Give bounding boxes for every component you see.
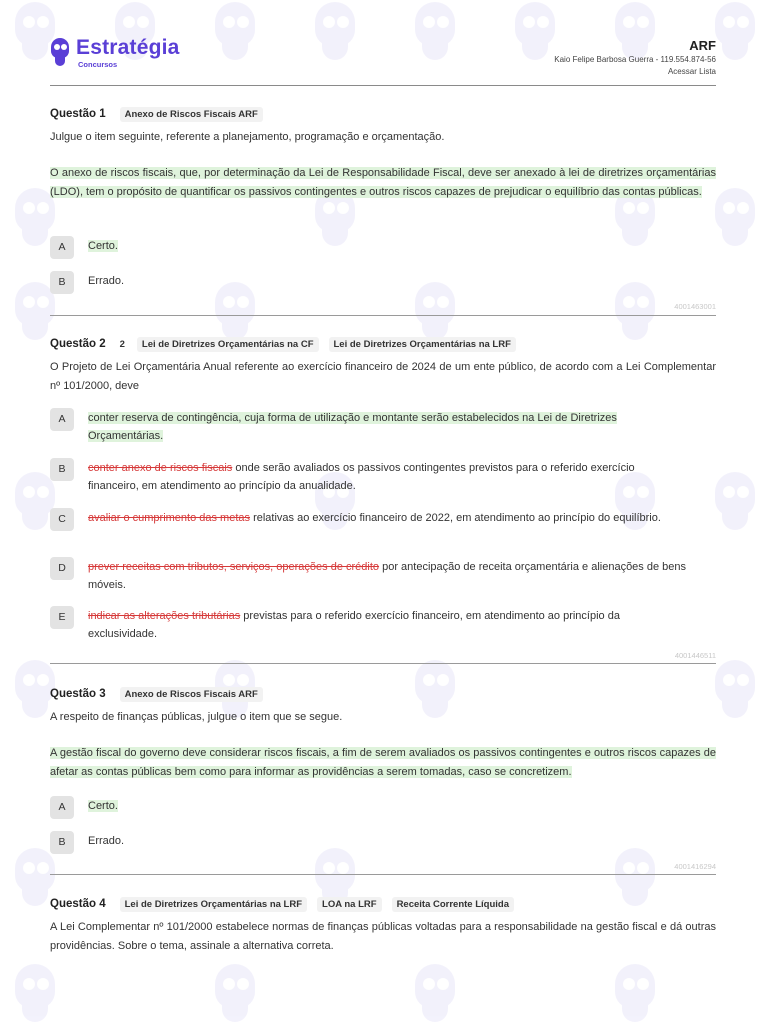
question-prompt: O Projeto de Lei Orçamentária Anual referente ao exercício financeiro de 2024 de um ente público, de acordo com a Lei Complementar nº 101/2000, deve <box>50 361 716 392</box>
question-card <box>50 684 716 888</box>
topic-tag[interactable]: Anexo de Riscos Fiscais ARF <box>120 107 263 122</box>
question-label: Questão 1 <box>50 108 106 120</box>
list-title: ARF <box>689 38 716 53</box>
page-header <box>50 36 716 86</box>
option-text: conter reserva de contingência, cuja forma de utilização e montante serão estabelecidos na Lei de Diretrizes Orçamentárias. <box>88 412 617 442</box>
statement-highlight: A gestão fiscal do governo deve considerar riscos fiscais, a fim de serem avaliados os passivos contingentes e outros riscos capazes de afetar as contas públicas bem como para informar as providências a serem tomadas, caso se concretizem. <box>50 747 716 778</box>
option-text: prever receitas com tributos, serviços, operações de crédito por antecipação de receita orçamentária e alienações de bens móveis. <box>88 561 687 591</box>
question-card <box>50 894 716 964</box>
strikethrough-text: prever receitas com tributos, serviços, operações de crédito <box>88 561 380 573</box>
question-id: 4001416294 <box>674 862 716 871</box>
divider <box>50 663 716 664</box>
option-letter[interactable]: A <box>50 236 74 259</box>
option-text: avaliar o cumprimento das metas relativas ao exercício financeiro de 2022, em atendimento ao princípio do equilíbrio. <box>88 512 661 524</box>
access-list-link[interactable]: Acessar Lista <box>667 67 716 76</box>
question-statement <box>50 164 716 202</box>
question-statement <box>50 744 716 782</box>
topic-tag[interactable]: Lei de Diretrizes Orçamentárias na CF <box>137 337 319 352</box>
owl-logo-icon <box>50 36 70 68</box>
divider <box>50 874 716 875</box>
question-header <box>50 894 716 914</box>
topic-tag[interactable]: Lei de Diretrizes Orçamentárias na LRF <box>329 337 516 352</box>
option-text: conter anexo de riscos fiscais onde serão avaliados os passivos contingentes previstos para o referido exercício financeiro, em atendimento ao princípio da anualidade. <box>88 462 635 492</box>
option-text: Errado. <box>88 275 125 287</box>
statement-highlight: O anexo de riscos fiscais, que, por determinação da Lei de Responsabilidade Fiscal, deve ser anexado à lei de diretrizes orçamentárias (LDO), tem o propósito de quantificar os passivos contingentes e outros riscos capazes de prejudicar o equilíbrio das contas públicas. <box>50 167 716 198</box>
option-text: Certo. <box>88 800 118 812</box>
question-id: 4001446511 <box>674 651 716 660</box>
question-label: Questão 4 <box>50 898 106 910</box>
option-letter[interactable]: B <box>50 831 74 854</box>
brand-subtitle: Concursos <box>78 60 118 69</box>
brand-name: Estratégia <box>76 36 180 59</box>
question-prompt: A Lei Complementar nº 101/2000 estabelece normas de finanças públicas voltadas para a responsabilidade na gestão fiscal e dá outras providências. Sobre o tema, assinale a alternativa correta. <box>50 921 716 952</box>
option-text: Errado. <box>88 835 125 847</box>
user-info: Kaio Felipe Barbosa Guerra - 119.554.874-56 <box>554 55 716 64</box>
topic-tag[interactable]: Anexo de Riscos Fiscais ARF <box>120 687 263 702</box>
option-text: Certo. <box>88 240 118 252</box>
option-letter[interactable]: E <box>50 606 74 629</box>
brand-logo <box>50 36 180 72</box>
question-header <box>50 104 716 124</box>
question-card <box>50 334 716 668</box>
strikethrough-text: indicar as alterações tributárias <box>88 610 241 622</box>
topic-tag[interactable]: LOA na LRF <box>317 897 382 912</box>
question-prompt: A respeito de finanças públicas, julgue o item que se segue. <box>50 711 343 723</box>
question-label: Questão 2 <box>50 338 106 350</box>
header-info <box>554 38 716 78</box>
question-header <box>50 684 716 704</box>
strikethrough-text: avaliar o cumprimento das metas <box>88 512 251 524</box>
question-card <box>50 104 716 326</box>
question-count: 2 <box>119 338 125 350</box>
option-letter[interactable]: B <box>50 458 74 481</box>
option-letter[interactable]: A <box>50 796 74 819</box>
strikethrough-text: conter anexo de riscos fiscais <box>88 462 233 474</box>
option-letter[interactable]: A <box>50 408 74 431</box>
option-text: indicar as alterações tributárias previstas para o referido exercício financeiro, em atendimento ao princípio da exclusividade. <box>88 610 620 640</box>
question-label: Questão 3 <box>50 688 106 700</box>
divider <box>50 315 716 316</box>
option-letter[interactable]: C <box>50 508 74 531</box>
topic-tag[interactable]: Receita Corrente Líquida <box>392 897 514 912</box>
question-id: 4001463001 <box>674 302 716 311</box>
question-header <box>50 334 716 354</box>
question-prompt: Julgue o item seguinte, referente a planejamento, programação e orçamentação. <box>50 131 445 143</box>
topic-tag[interactable]: Lei de Diretrizes Orçamentárias na LRF <box>120 897 307 912</box>
option-letter[interactable]: B <box>50 271 74 294</box>
option-letter[interactable]: D <box>50 557 74 580</box>
